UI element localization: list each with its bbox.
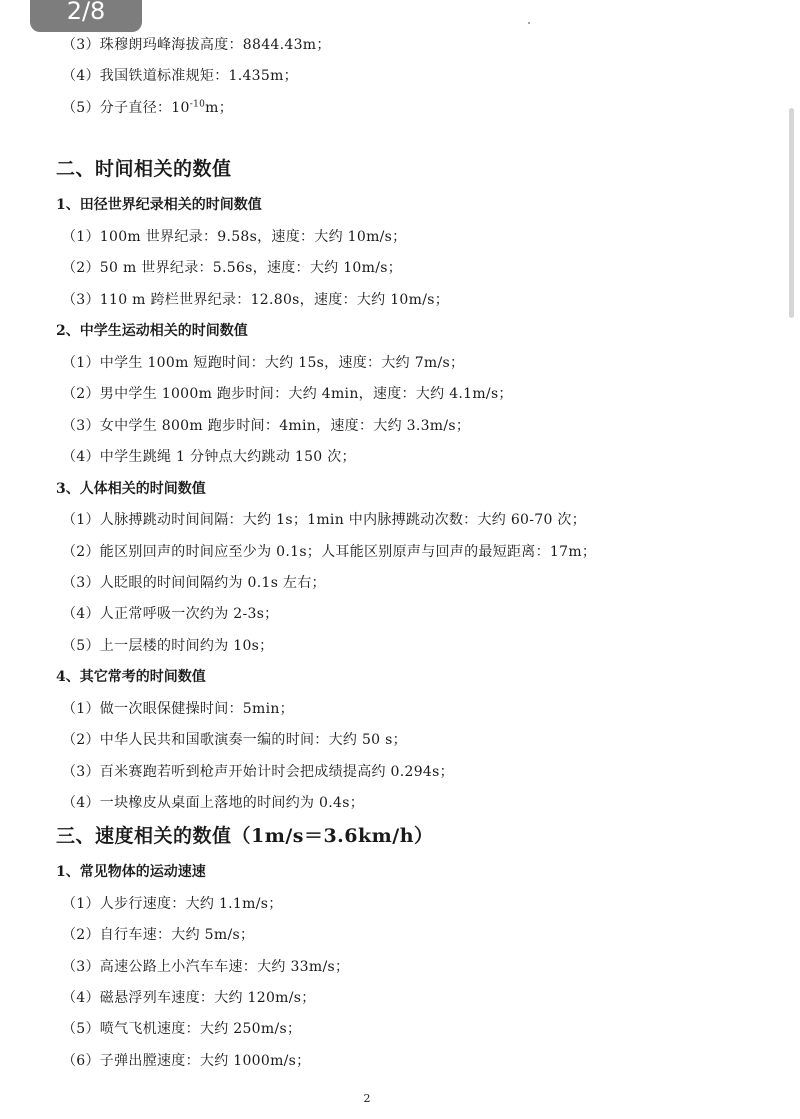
item-student-100m: （1）中学生 100m 短跑时间：大约 15s，速度：大约 7m/s；	[62, 355, 465, 371]
subheading-human-body: 3、人体相关的时间数值	[56, 481, 206, 497]
item-pulse: （1）人脉搏跳动时间间隔：大约 1s；1min 中内脉搏跳动次数：大约 60-70 次；	[62, 512, 587, 528]
item-echo: （2）能区别回声的时间应至少为 0.1s；人耳能区别原声与回声的最短距离：17m；	[62, 544, 597, 560]
item-breath: （4）人正常呼吸一次约为 2-3s；	[62, 606, 279, 622]
item-stairs: （5）上一层楼的时间约为 10s；	[62, 638, 274, 654]
item-boys-1000m: （2）男中学生 1000m 跑步时间：大约 4min，速度：大约 4.1m/s；	[62, 386, 513, 402]
item-eraser-fall: （4）一块橡皮从桌面上落地的时间约为 0.4s；	[62, 795, 365, 811]
subheading-common-speeds: 1、常见物体的运动速速	[56, 864, 206, 880]
molecule-diameter-text: （5）分子直径：10	[62, 100, 190, 116]
item-jump-rope: （4）中学生跳绳 1 分钟点大约跳动 150 次；	[62, 449, 356, 465]
item-110m-hurdles: （3）110 m 跨栏世界纪录：12.80s，速度：大约 10m/s；	[62, 292, 450, 308]
subheading-student-sports: 2、中学生运动相关的时间数值	[56, 323, 248, 339]
item-walking: （1）人步行速度：大约 1.1m/s；	[62, 896, 283, 912]
item-bicycle: （2）自行车速：大约 5m/s；	[62, 927, 255, 943]
molecule-diameter-unit: m；	[205, 100, 234, 116]
speck-mark	[528, 22, 530, 24]
item-molecule-diameter	[62, 98, 233, 118]
item-maglev: （4）磁悬浮列车速度：大约 120m/s；	[62, 990, 316, 1006]
item-jet: （5）喷气飞机速度：大约 250m/s；	[62, 1021, 302, 1037]
item-starting-gun: （3）百米赛跑若听到枪声开始计时会把成绩提高约 0.294s；	[62, 764, 454, 780]
item-blink: （3）人眨眼的时间间隔约为 0.1s 左右；	[62, 575, 326, 591]
item-everest-height: （3）珠穆朗玛峰海拔高度：8844.43m；	[62, 37, 331, 53]
subheading-other-times: 4、其它常考的时间数值	[56, 669, 206, 685]
section-heading-speed: 三、速度相关的数值（1m/s＝3.6km/h）	[56, 825, 434, 847]
subheading-track-records: 1、田径世界纪录相关的时间数值	[56, 197, 262, 213]
scrollbar-thumb[interactable]	[789, 108, 794, 318]
item-girls-800m: （3）女中学生 800m 跑步时间：4min，速度：大约 3.3m/s；	[62, 418, 471, 434]
item-highway-car: （3）高速公路上小汽车车速：大约 33m/s；	[62, 959, 350, 975]
item-50m-record: （2）50 m 世界纪录：5.56s，速度：大约 10m/s；	[62, 260, 402, 276]
page-indicator-badge: 2/8	[30, 0, 142, 32]
item-100m-record: （1）100m 世界纪录：9.58s，速度：大约 10m/s；	[62, 229, 407, 245]
item-rail-gauge: （4）我国铁道标准规矩：1.435m；	[62, 68, 298, 84]
item-anthem: （2）中华人民共和国歌演奏一编的时间：大约 50 s；	[62, 732, 407, 748]
molecule-diameter-exponent: -10	[189, 99, 206, 110]
item-bullet: （6）子弹出膛速度：大约 1000m/s；	[62, 1053, 311, 1069]
item-eye-exercise: （1）做一次眼保健操时间：5min；	[62, 701, 294, 717]
page-number: 2	[363, 1092, 371, 1105]
section-heading-time: 二、时间相关的数值	[56, 158, 232, 180]
